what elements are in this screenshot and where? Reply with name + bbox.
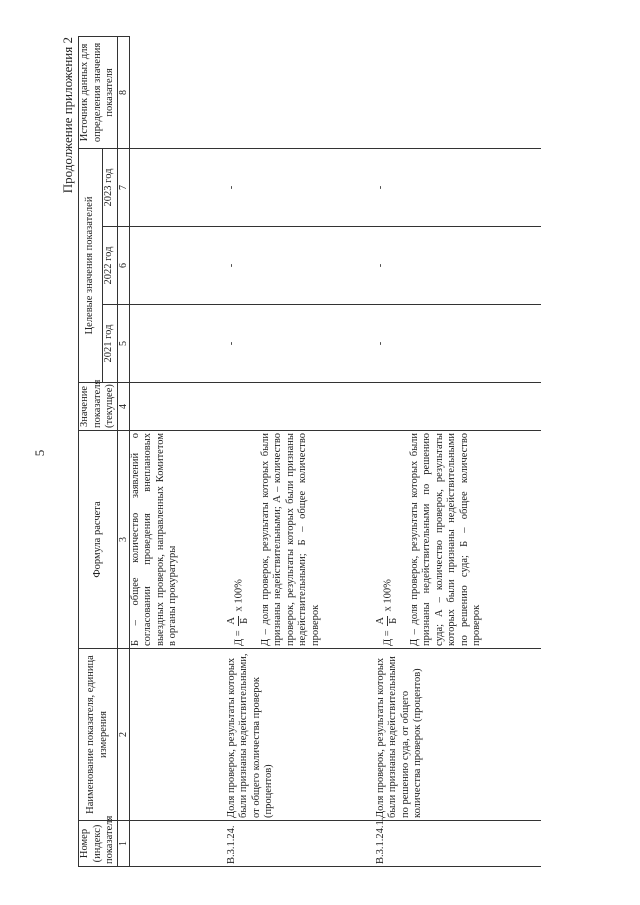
row-current bbox=[129, 383, 212, 431]
column-number: 1 bbox=[117, 821, 129, 867]
formula-fraction bbox=[375, 616, 401, 626]
row-2022: - bbox=[361, 227, 541, 305]
row-2022: - bbox=[212, 227, 361, 305]
row-2022 bbox=[129, 227, 212, 305]
header-year-2023: 2023 год bbox=[102, 148, 117, 226]
row-index: В.3.1.24. bbox=[212, 821, 361, 867]
column-number: 3 bbox=[117, 431, 129, 649]
formula-fraction bbox=[226, 616, 252, 626]
column-number: 4 bbox=[117, 383, 129, 431]
formula-numerator: А bbox=[226, 616, 240, 626]
formula-prefix: Д = bbox=[381, 630, 393, 646]
formula-equation bbox=[375, 433, 401, 646]
column-number-row bbox=[117, 36, 129, 866]
row-source bbox=[212, 36, 361, 148]
header-index: Номер (индекс) показателя bbox=[79, 821, 118, 867]
column-number: 5 bbox=[117, 305, 129, 383]
row-current bbox=[212, 383, 361, 431]
column-number: 8 bbox=[117, 36, 129, 148]
row-name: Доля проверок, результаты которых были признаны недействительными по решению суда, от общего количества проверок (процентов) bbox=[361, 649, 541, 821]
formula-numerator: А bbox=[375, 616, 389, 626]
row-formula-text: Д – доля проверок, результаты которых были признаны недействительными; А – количество проверок, результаты которых были признаны недействительными; Б – общее количество проверок bbox=[259, 433, 321, 646]
header-source: Источник данных для определения значения показателя bbox=[79, 36, 118, 148]
row-source bbox=[361, 36, 541, 148]
table-row bbox=[129, 36, 212, 866]
row-index: В.3.1.24.1. bbox=[361, 821, 541, 867]
row-name bbox=[129, 649, 212, 821]
formula-equation bbox=[226, 433, 252, 646]
formula-suffix: x 100% bbox=[381, 579, 393, 612]
column-number: 2 bbox=[117, 649, 129, 821]
row-formula-text: Б – общее количество заявлений о согласовании проведения внеплановых выездных проверок, направленных Комитетом в органы прокуратуры bbox=[129, 431, 212, 649]
formula-denominator: Б bbox=[388, 617, 399, 624]
row-2021 bbox=[129, 305, 212, 383]
row-current bbox=[361, 383, 541, 431]
column-number: 6 bbox=[117, 227, 129, 305]
row-2023: - bbox=[212, 148, 361, 226]
row-source bbox=[129, 36, 212, 148]
formula-suffix: x 100% bbox=[232, 579, 244, 612]
row-formula bbox=[361, 431, 541, 649]
header-target-group: Целевые значения показателей bbox=[79, 148, 103, 382]
header-year-2022: 2022 год bbox=[102, 227, 117, 305]
row-formula bbox=[212, 431, 361, 649]
row-2023: - bbox=[361, 148, 541, 226]
page-number: 5 bbox=[32, 449, 47, 457]
row-index bbox=[129, 821, 212, 867]
header-name: Наименование показателя, единица измерения bbox=[79, 649, 118, 821]
row-2023 bbox=[129, 148, 212, 226]
rotated-page bbox=[60, 37, 580, 867]
header-year-2021: 2021 год bbox=[102, 305, 117, 383]
column-number: 7 bbox=[117, 148, 129, 226]
continuation-note: Продолжение приложения 2 bbox=[60, 37, 75, 194]
row-formula-text: Д – доля проверок, результаты которых были признаны недействительными по решению суда; А – количество проверок, результаты которых были признаны недействительными по решению суда; Б – общее количество проверок bbox=[408, 433, 482, 646]
formula-prefix: Д = bbox=[232, 630, 244, 646]
row-2021: - bbox=[212, 305, 361, 383]
table-row bbox=[361, 36, 541, 866]
formula-denominator: Б bbox=[239, 617, 250, 624]
indicators-table bbox=[78, 36, 541, 867]
header-formula: Формула расчета bbox=[79, 431, 118, 649]
row-name: Доля проверок, результаты которых были признаны недействительными, от общего количества проверок (процентов) bbox=[212, 649, 361, 821]
header-current: Значение показателя (текущее) bbox=[79, 383, 118, 431]
table-row bbox=[212, 36, 361, 866]
row-2021: - bbox=[361, 305, 541, 383]
